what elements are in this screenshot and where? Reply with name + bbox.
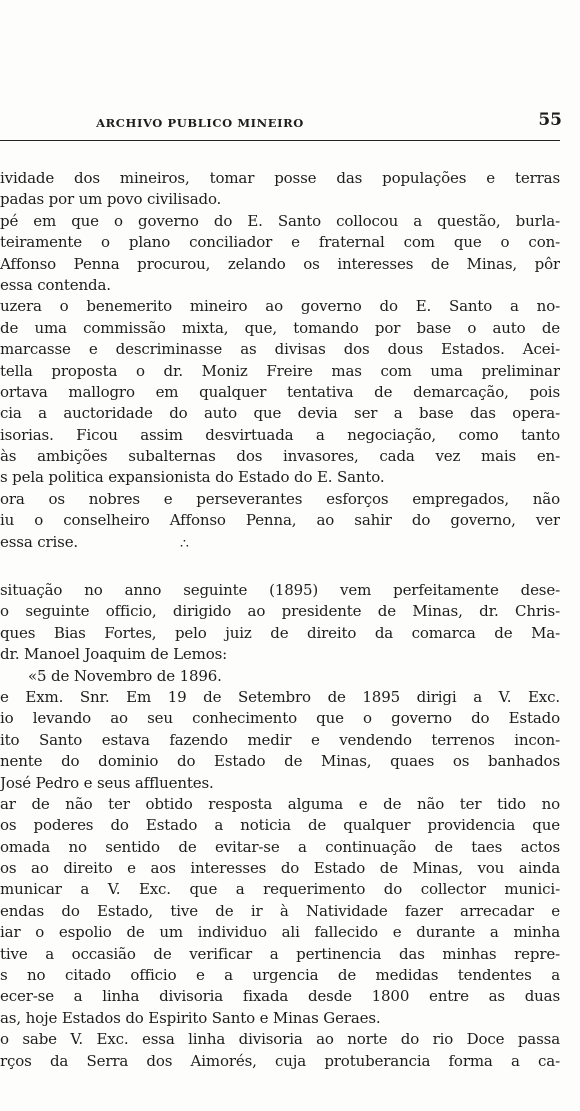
text-line: ora os nobres e perseverantes esforços empregados, não [0, 489, 560, 508]
text-line: os ao direito e aos interesses do Estado de Minas, vou ainda [0, 859, 560, 878]
paragraph-block-2 [0, 580, 560, 1072]
text-line: os poderes do Estado a noticia de qualquer providencia que [0, 816, 560, 835]
paragraph-block-1 [0, 168, 560, 553]
text-line: essa crise. [0, 532, 79, 551]
text-line: as, hoje Estados do Espirito Santo e Minas Geraes. [0, 1008, 381, 1027]
text-line: essa contenda. [0, 275, 111, 294]
text-line: tella proposta o dr. Moniz Freire mas com uma preliminar [0, 361, 560, 380]
text-line: José Pedro e seus affluentes. [0, 773, 214, 792]
running-title: ARCHIVO PUBLICO MINEIRO [96, 116, 304, 130]
text-line: isorias. Ficou assim desvirtuada a negociação, como tanto [0, 425, 560, 444]
text-line: «5 de Novembro de 1896. [28, 666, 222, 685]
text-line: marcasse e descriminasse as divisas dos dous Estados. Acei- [0, 340, 560, 359]
text-line: Affonso Penna procurou, zelando os interesses de Minas, pôr [0, 254, 560, 273]
text-line: cia a auctoridade do auto que devia ser a base das opera- [0, 404, 560, 423]
text-line: s no citado officio e a urgencia de medidas tendentes a [0, 966, 560, 985]
text-line: dr. Manoel Joaquim de Lemos: [0, 645, 228, 664]
text-line: tive a occasião de verificar a pertinencia das minhas repre- [0, 944, 560, 963]
text-line: rços da Serra dos Aimorés, cuja protuberancia forma a ca- [0, 1051, 560, 1070]
text-line: omada no sentido de evitar-se a continuação de taes actos [0, 837, 560, 856]
text-line: ito Santo estava fazendo medir e vendendo terrenos incon- [0, 730, 560, 749]
header-rule [0, 140, 560, 141]
text-line: e Exm. Snr. Em 19 de Setembro de 1895 dirigi a V. Exc. [0, 687, 560, 706]
text-line: padas por um povo civilisado. [0, 190, 222, 209]
text-line: situação no anno seguinte (1895) vem perfeitamente dese- [0, 581, 560, 599]
text-line: o sabe V. Exc. essa linha divisoria ao norte do rio Doce passa [0, 1030, 560, 1049]
section-separator: ∴ [180, 536, 191, 552]
text-line: endas do Estado, tive de ir à Natividade fazer arrecadar e [0, 901, 560, 920]
text-line: ividade dos mineiros, tomar posse das populações e terras [0, 169, 560, 187]
page-number: 55 [538, 110, 562, 130]
text-line: iar o espolio de um individuo ali fallecido e durante a minha [0, 923, 560, 942]
text-line: nente do dominio do Estado de Minas, quaes os banhados [0, 752, 560, 771]
text-line: o seguinte officio, dirigido ao presidente de Minas, dr. Chris- [0, 602, 560, 621]
text-line: uzera o benemerito mineiro ao governo do E. Santo a no- [0, 297, 560, 316]
text-line: pé em que o governo do E. Santo collocou a questão, burla- [0, 211, 560, 230]
text-line: ar de não ter obtido resposta alguma e de não ter tido no [0, 794, 560, 813]
text-line: ecer-se a linha divisoria fixada desde 1800 entre as duas [0, 987, 560, 1006]
text-line: municar a V. Exc. que a requerimento do collector munici- [0, 880, 560, 899]
text-line: ques Bias Fortes, pelo juiz de direito da comarca de Ma- [0, 623, 560, 642]
text-line: io levando ao seu conhecimento que o governo do Estado [0, 709, 560, 728]
text-line: às ambições subalternas dos invasores, cada vez mais en- [0, 447, 560, 466]
text-line: de uma commissão mixta, que, tomando por base o auto de [0, 318, 560, 337]
text-line: teiramente o plano conciliador e fraternal com que o con- [0, 233, 560, 252]
text-line: s pela politica expansionista do Estado do E. Santo. [0, 468, 385, 487]
text-line: ortava mallogro em qualquer tentativa de demarcação, pois [0, 382, 560, 401]
text-line: iu o conselheiro Affonso Penna, ao sahir do governo, ver [0, 511, 560, 530]
